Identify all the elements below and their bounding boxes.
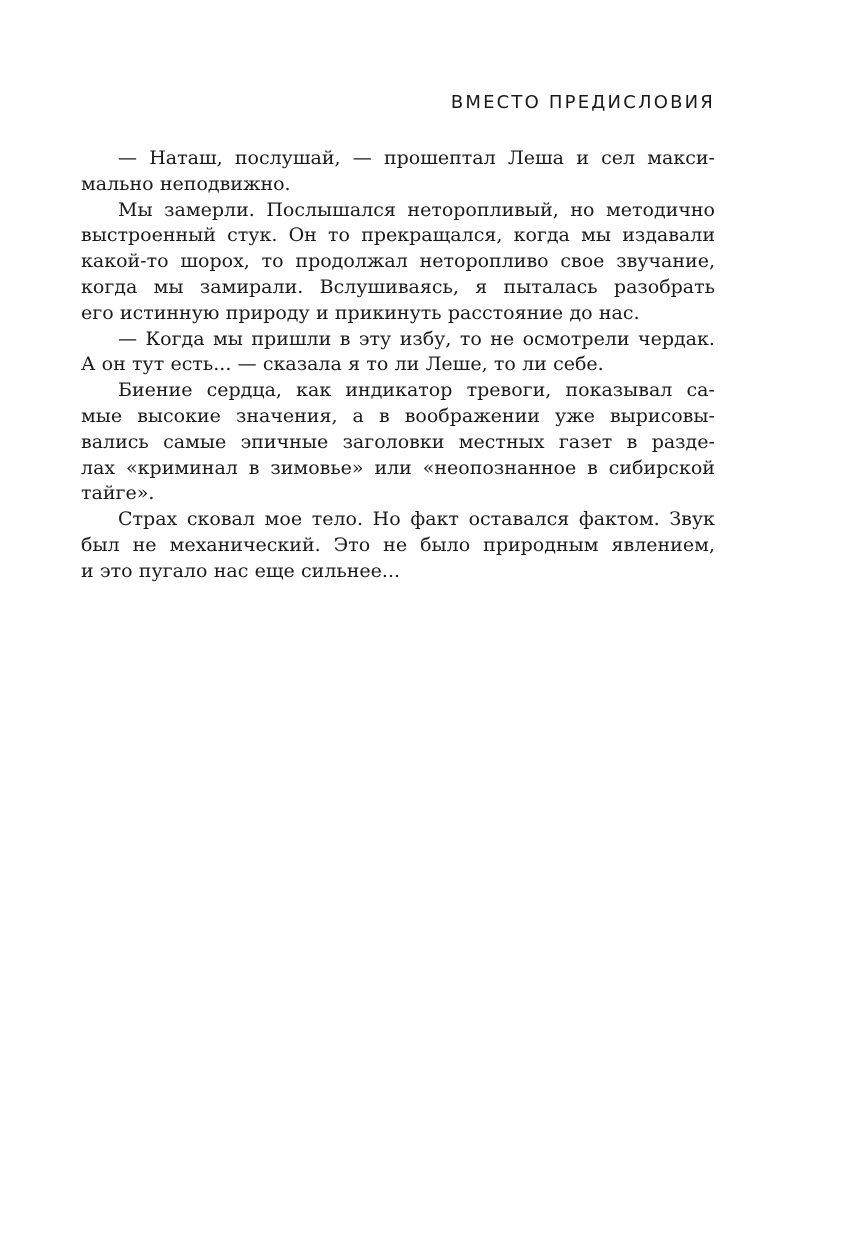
text-line: был не механический. Это не было природным явлением,	[81, 533, 715, 556]
text-line: Биение сердца, как индикатор тревоги, показывал са-	[118, 379, 715, 402]
text-line: мые высокие значения, а в воображении уже вырисовы-	[81, 404, 715, 427]
text-line: — Наташ, послушай, — прошептал Леша и сел макси-	[118, 147, 715, 169]
text-line: вались самые эпичные заголовки местных газет в разде-	[81, 430, 715, 453]
text-line: и это пугало нас еще сильнее...	[81, 559, 401, 582]
text-line: А он тут есть... — сказала я то ли Леше, то ли себе.	[81, 353, 604, 376]
running-header: ВМЕСТО ПРЕДИСЛОВИЯ	[450, 92, 715, 113]
text-line: выстроенный стук. Он то прекращался, когда мы издавали	[81, 224, 715, 247]
text-line: Страх сковал мое тело. Но факт оставался фактом. Звук	[118, 508, 715, 531]
text-line: мально неподвижно.	[81, 172, 291, 195]
body-text	[81, 146, 715, 585]
text-line: когда мы замирали. Вслушиваясь, я пыталась разобрать	[81, 275, 715, 298]
text-line: тайге».	[81, 482, 155, 505]
text-line: его истинную природу и прикинуть расстояние до нас.	[81, 301, 640, 324]
text-line: — Когда мы пришли в эту избу, то не осмотрели чердак.	[118, 327, 715, 350]
text-line: лах «криминал в зимовье» или «неопознанное в сибирской	[81, 456, 715, 479]
text-line: какой-то шорох, то продолжал неторопливо свое звучание,	[81, 250, 715, 273]
text-line: Мы замерли. Послышался неторопливый, но методично	[118, 198, 715, 221]
